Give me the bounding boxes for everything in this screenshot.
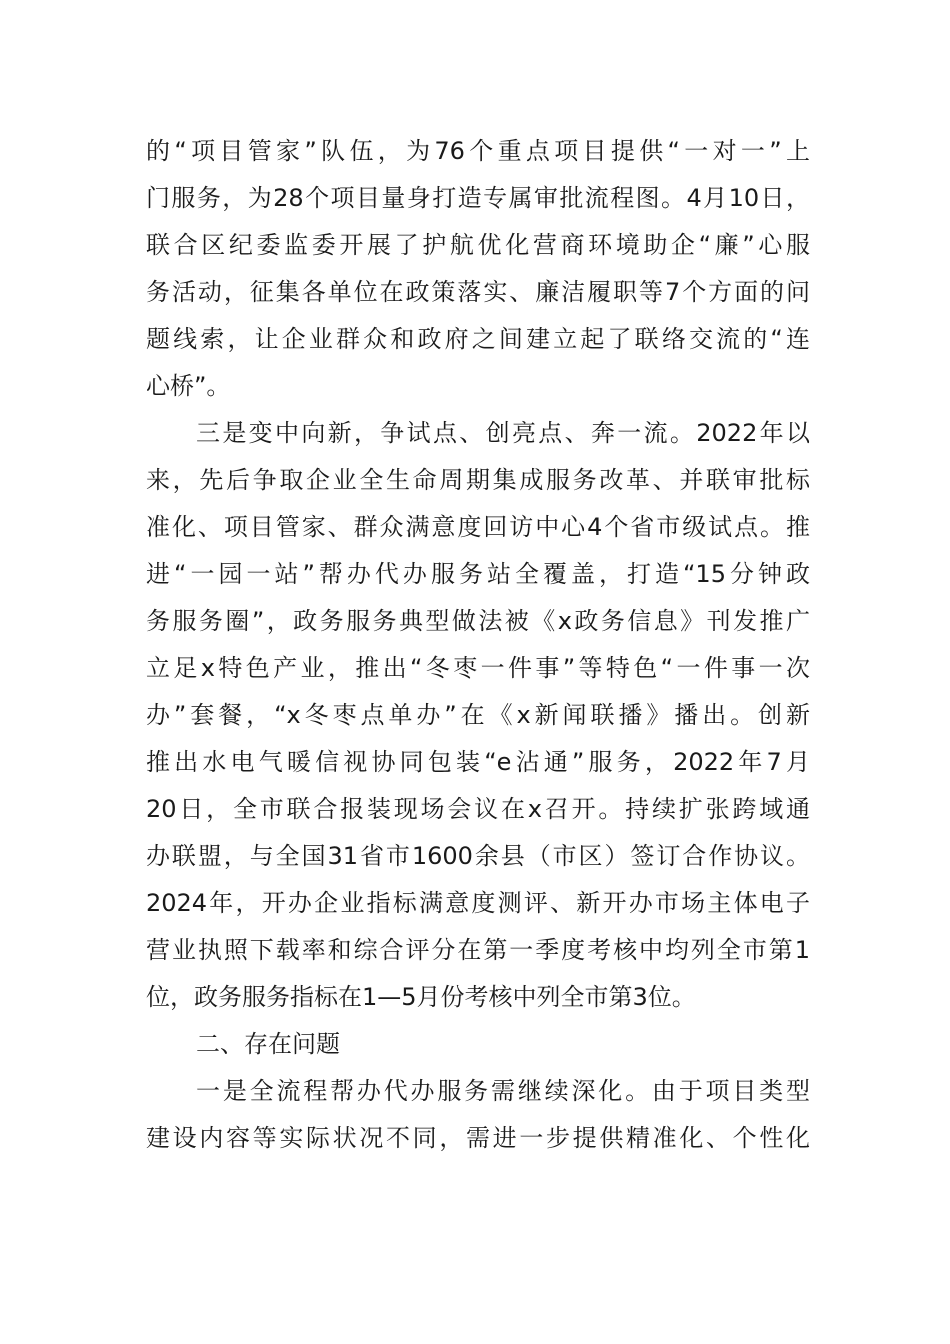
text-line: 务服务圈”，政务服务典型做法被《x政务信息》刊发推广 <box>146 607 810 635</box>
text-line: 门服务，为28个项目量身打造专属审批流程图。4月10日， <box>146 184 810 212</box>
text-line: 营业执照下载率和综合评分在第一季度考核中均列全市第1 <box>146 936 810 964</box>
text-line: 办联盟，与全国31省市1600余县（市区）签订合作协议。 <box>146 842 810 870</box>
text-line: 来，先后争取企业全生命周期集成服务改革、并联审批标 <box>146 466 810 494</box>
text-line: 联合区纪委监委开展了护航优化营商环境助企“廉”心服 <box>146 231 810 259</box>
section-heading: 二、存在问题 <box>196 1030 340 1058</box>
text-line: 心桥”。 <box>146 372 231 400</box>
text-line: 20日，全市联合报装现场会议在x召开。持续扩张跨域通 <box>146 795 810 823</box>
text-line: 2024年，开办企业指标满意度测评、新开办市场主体电子 <box>146 889 810 917</box>
text-line: 推出水电气暖信视协同包装“e沾通”服务，2022年7月 <box>146 748 810 776</box>
text-line: 办”套餐，“x冬枣点单办”在《x新闻联播》播出。创新 <box>146 701 810 729</box>
text-line: 的“项目管家”队伍，为76个重点项目提供“一对一”上 <box>146 137 810 165</box>
text-line: 务活动，征集各单位在政策落实、廉洁履职等7个方面的问 <box>146 278 810 306</box>
paragraph-start-line: 一是全流程帮办代办服务需继续深化。由于项目类型 <box>196 1077 810 1105</box>
text-line: 进“一园一站”帮办代办服务站全覆盖，打造“15分钟政 <box>146 560 810 588</box>
text-line: 立足x特色产业，推出“冬枣一件事”等特色“一件事一次 <box>146 654 810 682</box>
text-line: 准化、项目管家、群众满意度回访中心4个省市级试点。推 <box>146 513 810 541</box>
body-text <box>146 128 810 1162</box>
text-line: 题线索，让企业群众和政府之间建立起了联络交流的“连 <box>146 325 810 353</box>
text-line: 建设内容等实际状况不同，需进一步提供精准化、个性化 <box>146 1124 810 1152</box>
text-line: 位，政务服务指标在1—5月份考核中列全市第3位。 <box>146 983 696 1011</box>
paragraph-start-line: 三是变中向新，争试点、创亮点、奔一流。2022年以 <box>196 419 810 447</box>
